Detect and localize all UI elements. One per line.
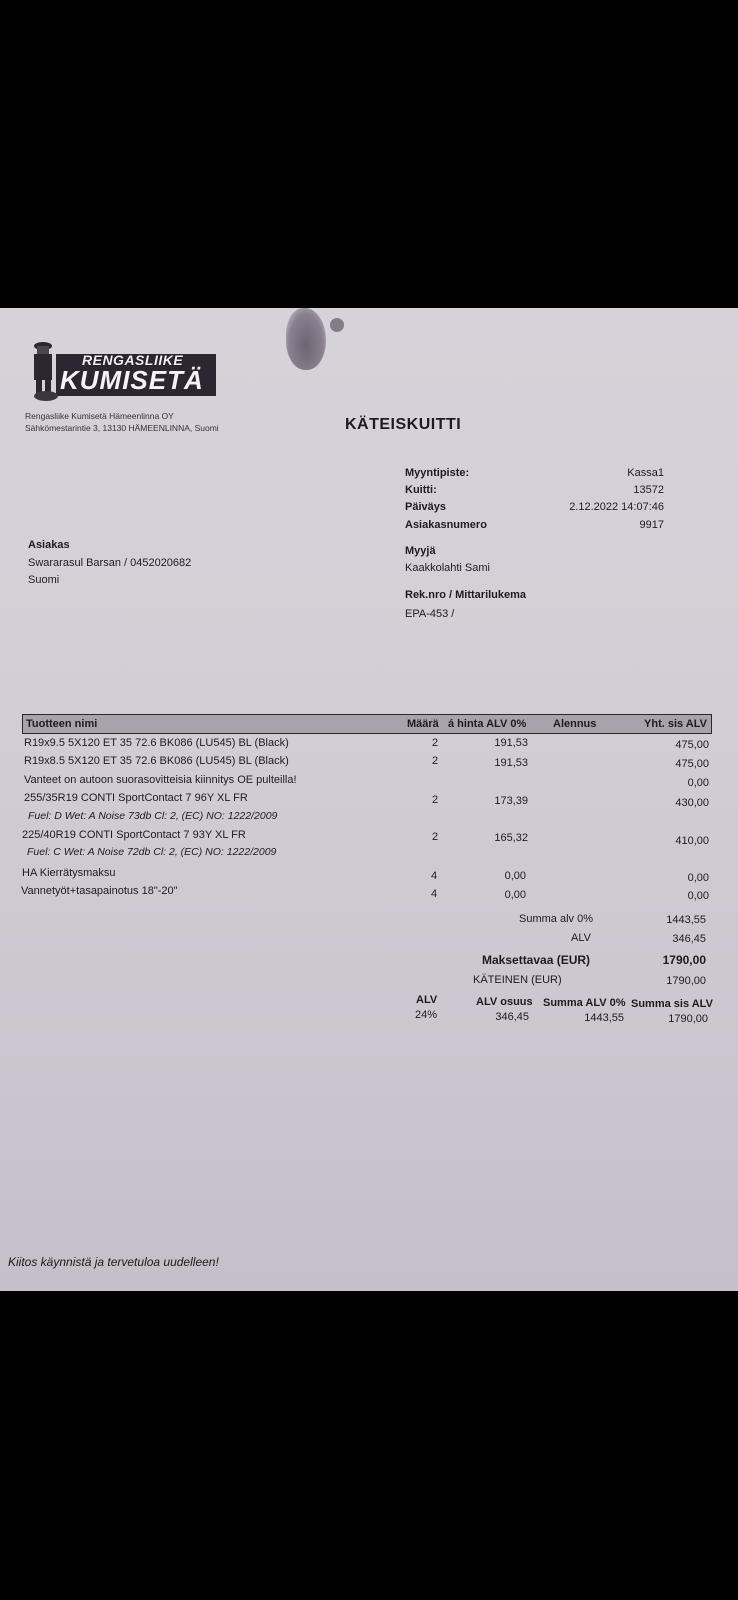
company-name: Rengasliike Kumisetä Hämeenlinna OY (25, 411, 174, 421)
rek-label: Rek.nro / Mittarilukema (405, 589, 527, 601)
kuitti-value: 13572 (633, 484, 664, 496)
myyja-label: Myyjä (405, 545, 436, 557)
table-row-qty: 4 (431, 870, 438, 882)
maksettavaa-value: 1790,00 (662, 953, 706, 967)
customer-country: Suomi (28, 574, 60, 586)
vat-osuus-header: ALV osuus (476, 996, 533, 1008)
company-logo (26, 334, 204, 402)
table-row-price: 0,00 (504, 870, 526, 882)
table-row-price: 0,00 (504, 889, 526, 901)
logo-top-text: RENGASLIIKE (82, 352, 184, 368)
vat-alv-value: 24% (415, 1009, 438, 1021)
table-row-name: HA Kierrätysmaksu (22, 867, 116, 879)
col-name-header: Tuotteen nimi (26, 718, 98, 730)
table-row-qty: 2 (432, 831, 439, 843)
mechanic-figure-icon (26, 334, 60, 402)
col-total-header: Yht. sis ALV (644, 718, 707, 730)
table-row-qty: 2 (432, 794, 439, 806)
paivays-value: 2.12.2022 14:07:46 (569, 501, 664, 513)
col-price-header: á hinta ALV 0% (448, 718, 527, 730)
col-discount-header: Alennus (553, 718, 597, 730)
kateinen-value: 1790,00 (666, 975, 706, 987)
table-row-price: 165,32 (494, 832, 528, 844)
table-row-qty: 2 (432, 737, 439, 749)
table-row-name: Vanteet on autoon suorasovitteisia kiinnitys OE pulteilla! (24, 774, 297, 786)
asiakasnumero-label: Asiakasnumero (405, 519, 487, 531)
col-qty-header: Määrä (407, 718, 439, 730)
table-row-price: 173,39 (494, 795, 528, 807)
kuitti-label: Kuitti: (405, 484, 437, 496)
table-row-total: 0,00 (687, 872, 709, 884)
table-row-total: 475,00 (675, 739, 709, 751)
table-row-name: 225/40R19 CONTI SportContact 7 93Y XL FR (22, 829, 246, 841)
table-row-name: R19x8.5 5X120 ET 35 72.6 BK086 (LU545) BL (Black) (24, 755, 289, 767)
alv-label: ALV (571, 932, 591, 944)
coffee-stain (286, 308, 326, 370)
logo-main-text: KUMISETÄ (60, 365, 204, 395)
table-row-name: Vannetyöt+tasapainotus 18"-20" (21, 885, 178, 897)
table-row-price: 191,53 (494, 757, 528, 769)
vat-summa0-header: Summa ALV 0% (543, 997, 626, 1009)
summa-alv0-label: Summa alv 0% (519, 913, 593, 925)
vat-summa0-value: 1443,55 (584, 1012, 624, 1024)
maksettavaa-label: Maksettavaa (EUR) (482, 953, 591, 967)
footer-thanks: Kiitos käynnistä ja tervetuloa uudelleen! (8, 1255, 219, 1269)
table-row-total: 0,00 (687, 777, 709, 789)
vat-osuus-value: 346,45 (495, 1011, 529, 1023)
vat-summa-sis-value: 1790,00 (668, 1013, 708, 1025)
table-row-subtext: Fuel: D Wet: A Noise 73db Cl: 2, (EC) NO: 1222/2009 (28, 810, 278, 822)
company-address: Sähkömestarintie 3, 13130 HÄMEENLINNA, Suomi (25, 423, 219, 433)
myyja-value: Kaakkolahti Sami (405, 562, 490, 574)
receipt-paper (0, 308, 738, 1291)
table-row-total: 0,00 (687, 890, 709, 902)
asiakasnumero-value: 9917 (639, 519, 664, 531)
summa-alv0-value: 1443,55 (666, 914, 706, 926)
table-row-qty: 4 (431, 888, 438, 900)
table-row-total: 430,00 (675, 797, 709, 809)
table-row-name: 255/35R19 CONTI SportContact 7 96Y XL FR (24, 792, 248, 804)
coffee-stain-dot (330, 318, 344, 332)
customer-name: Swararasul Barsan / 0452020682 (28, 557, 192, 569)
table-row-total: 410,00 (675, 835, 709, 847)
table-row-name: R19x9.5 5X120 ET 35 72.6 BK086 (LU545) BL (Black) (24, 737, 289, 749)
vat-summa-sis-header: Summa sis ALV (631, 998, 713, 1010)
table-row-total: 475,00 (675, 758, 709, 770)
receipt-title: KÄTEISKUITTI (345, 416, 462, 433)
myyntipiste-label: Myyntipiste: (405, 467, 470, 479)
table-row-subtext: Fuel: C Wet: A Noise 72db Cl: 2, (EC) NO: 1222/2009 (27, 846, 277, 858)
table-row-price: 191,53 (494, 737, 528, 749)
myyntipiste-value: Kassa1 (627, 467, 664, 479)
vat-alv-header: ALV (416, 994, 438, 1006)
customer-label: Asiakas (28, 539, 70, 551)
rek-value: EPA-453 / (405, 608, 455, 620)
table-row-qty: 2 (432, 755, 439, 767)
paivays-label: Päiväys (405, 501, 446, 513)
kateinen-label: KÄTEINEN (EUR) (473, 974, 562, 986)
table-header (22, 714, 712, 734)
alv-value: 346,45 (672, 933, 706, 945)
